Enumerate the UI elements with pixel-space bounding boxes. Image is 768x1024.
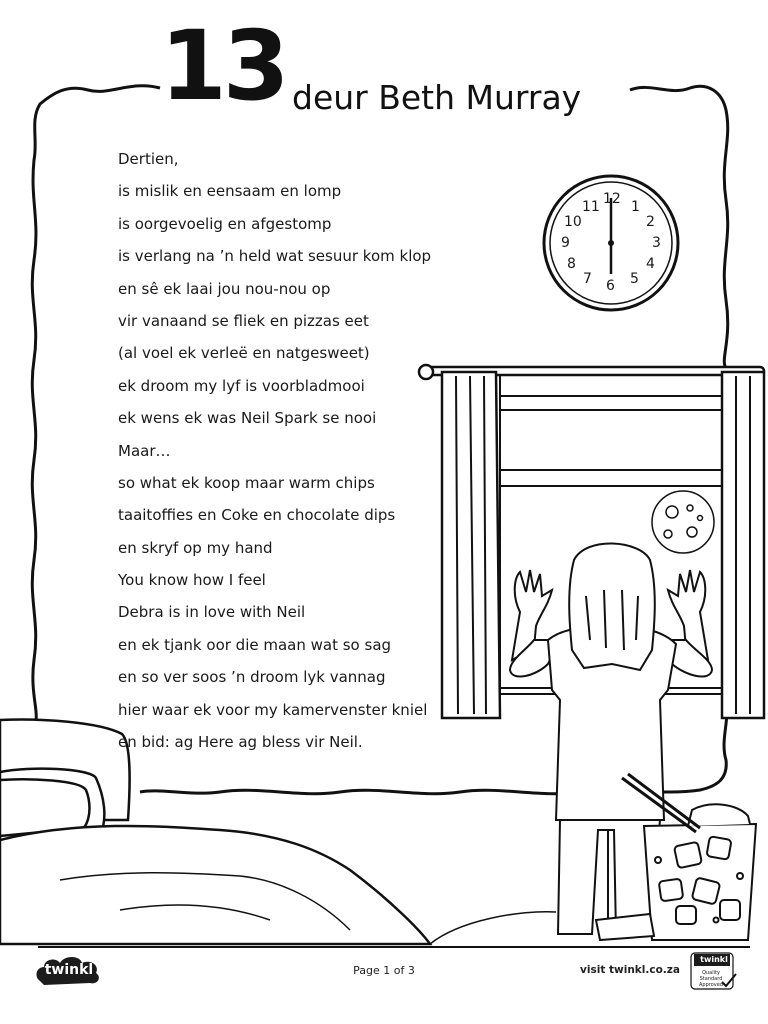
poem-line: en ek tjank oor die maan wat so sag [118, 635, 392, 654]
poem [118, 143, 448, 758]
poem-line: hier waar ek voor my kamervenster kniel [118, 700, 428, 719]
page-number: Page 1 of 3 [353, 964, 415, 977]
poem-line: is verlang na ’n held wat sesuur kom klop [118, 247, 432, 266]
badge-brand: twinkl [700, 955, 728, 964]
title-author: deur Beth Murray [288, 78, 585, 117]
poem-line: vir vanaand se fliek en pizzas eet [118, 311, 369, 330]
poem-line: is oorgevoelig en afgestomp [118, 214, 332, 233]
title-number: 13 [160, 10, 286, 122]
poem-line: Debra is in love with Neil [118, 603, 306, 622]
poem-line: You know how I feel [118, 571, 266, 590]
poem-line: en so ver soos ’n droom lyk vannag [118, 668, 386, 687]
clock-numeral: 7 [583, 271, 592, 287]
poem-line: ek wens ek was Neil Spark se nooi [118, 409, 377, 428]
clock-numeral: 10 [564, 214, 582, 230]
footer-divider [38, 946, 750, 948]
poem-line: so what ek koop maar warm chips [118, 473, 375, 492]
poem-line: Maar… [118, 441, 171, 460]
clock-numeral: 5 [630, 271, 639, 287]
poem-line: en bid: ag Here ag bless vir Neil. [118, 733, 363, 752]
clock-numeral: 11 [582, 199, 600, 215]
clock-numeral: 2 [646, 214, 655, 230]
poem-line: en skryf op my hand [118, 538, 273, 557]
poem-line: ek droom my lyf is voorbladmooi [118, 376, 365, 395]
poem-line: en sê ek laai jou nou-nou op [118, 279, 331, 298]
visit-link[interactable]: visit twinkl.co.za [580, 964, 680, 976]
clock-numeral: 1 [631, 199, 640, 215]
badge-caption: Quality Standard Approved [699, 970, 723, 988]
moon-icon [652, 491, 714, 553]
clock-numeral: 6 [606, 278, 615, 294]
clock-numeral: 8 [567, 256, 576, 272]
clock-numeral: 12 [603, 191, 621, 207]
clock-numeral: 9 [561, 235, 570, 251]
poem-line: (al voel ek verleë en natgesweet) [118, 344, 370, 363]
logo-text: twinkl [44, 962, 94, 978]
poem-line: taaitoffies en Coke en chocolate dips [118, 506, 396, 525]
clock-numeral: 4 [646, 256, 655, 272]
poem-line: Dertien, [118, 150, 179, 168]
clock-numeral: 3 [652, 235, 661, 251]
poem-line: is mislik en eensaam en lomp [118, 182, 342, 201]
